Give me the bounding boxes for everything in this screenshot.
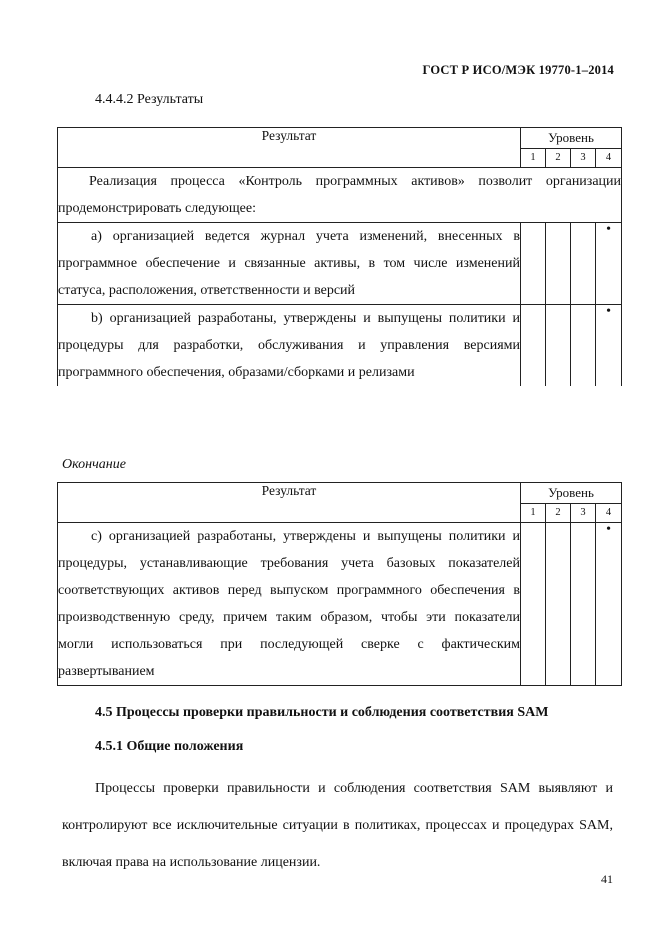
level-4-header: 4 (596, 504, 622, 523)
body-paragraph: Процессы проверки правильности и соблюдения соответствия SAM выявляют и контролируют все исключительные ситуации в политиках, процессах и процедурах SAM, включая права на использование лицензии. (62, 781, 613, 870)
level-2-cell (546, 523, 571, 686)
page-number: 41 (601, 872, 613, 886)
heading-4-5-1: 4.5.1 Общие положения (95, 739, 244, 754)
table-row (58, 523, 622, 686)
column-header-result: Результат (58, 128, 521, 168)
level-4-bullet: • (596, 223, 622, 305)
level-3-cell (571, 305, 596, 387)
results-table (57, 127, 622, 386)
table-intro-text: Реализация процесса «Контроль программных активов» позволит организации продемонстрировать следующее: (58, 168, 622, 223)
level-1-cell (521, 523, 546, 686)
table-row (58, 223, 622, 305)
section-title: 4.4.4.2 Результаты (95, 92, 204, 107)
level-4-bullet: • (596, 305, 622, 387)
level-3-header: 3 (571, 149, 596, 168)
column-header-level: Уровень (521, 483, 622, 504)
level-4-bullet: • (596, 523, 622, 686)
result-item-b: b) организацией разработаны, утверждены и выпущены политики и процедуры для разработки, обслуживания и управления версиями программного обеспечения, образами/сборками и релизами (58, 305, 521, 387)
level-1-header: 1 (521, 504, 546, 523)
result-item-a: a) организацией ведется журнал учета изменений, внесенных в программное обеспечение и связанные активы, в том числе изменений статуса, расположения, ответственности и версий (58, 223, 521, 305)
level-2-cell (546, 223, 571, 305)
table-row (58, 305, 622, 387)
level-1-cell (521, 305, 546, 387)
column-header-level: Уровень (521, 128, 622, 149)
level-4-header: 4 (596, 149, 622, 168)
document-header: ГОСТ Р ИСО/МЭК 19770-1–2014 (422, 63, 614, 77)
level-1-header: 1 (521, 149, 546, 168)
level-2-header: 2 (546, 504, 571, 523)
level-1-cell (521, 223, 546, 305)
level-3-cell (571, 523, 596, 686)
level-2-cell (546, 305, 571, 387)
level-3-header: 3 (571, 504, 596, 523)
continuation-caption: Окончание (62, 457, 126, 472)
result-item-c: c) организацией разработаны, утверждены и выпущены политики и процедуры, устанавливающие требования учета базовых показателей соответствующих активов перед выпуском программного обеспечения в производственную среду, причем таким образом, чтобы эти показатели могли использоваться при последующей сверке с фактическим развертыванием (58, 523, 521, 686)
level-2-header: 2 (546, 149, 571, 168)
results-table-continued (57, 482, 622, 686)
level-3-cell (571, 223, 596, 305)
heading-4-5: 4.5 Процессы проверки правильности и соблюдения соответствия SAM (95, 705, 549, 720)
column-header-result: Результат (58, 483, 521, 523)
